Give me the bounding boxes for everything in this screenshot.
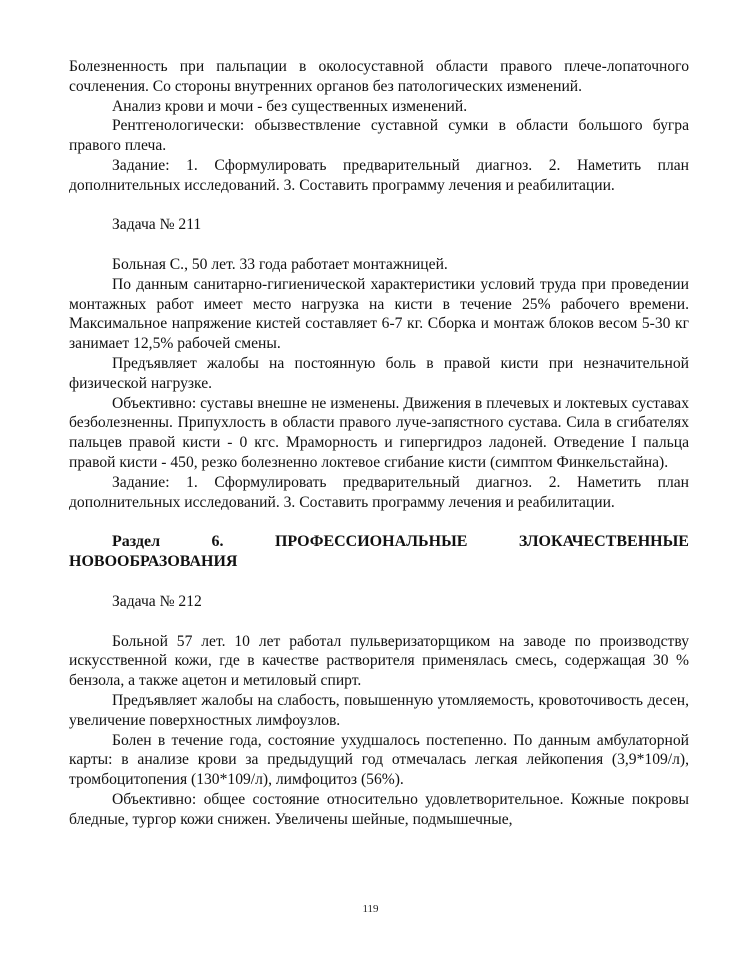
paragraph: Анализ крови и мочи - без существенных изменений. [112,97,468,115]
section-word: Раздел [112,533,161,551]
paragraph: Болезненность при пальпации в околосуставной области правого плече-лопаточного сочленения. Со стороны внутренних органов без патологических изменений. [69,58,689,95]
page-number: 119 [362,903,379,915]
spacer [69,512,689,532]
section-word: ПРОФЕССИОНАЛЬНЫЕ [274,533,468,551]
document-page [69,57,689,829]
spacer [69,612,689,632]
section-heading-line2: НОВООБРАЗОВАНИЯ [69,553,238,571]
paragraph: По данным санитарно-гигиенической характеристики условий труда при проведении монтажных работ имеет место нагрузка на кисти в течение 25% рабочего времени. Максимальное напряжение кистей составляет 6-7 кг. Сборка и монтаж блоков весом 5-30 кг занимает 12,5% рабочей смены. [69,275,689,353]
spacer [69,235,689,255]
paragraph: Объективно: суставы внешне не изменены. Движения в плечевых и локтевых суставах безболезненны. Припухлость в области правого луче-запястного сустава. Сила в сгибателях пальцев правой кисти - 0 кгс. Мраморность и гипергидроз ладоней. Отведение I пальца правой кисти - 450, резко болезненно локтевое сгибание кисти (симптом Финкельстайна). [69,394,689,471]
paragraph: Больной 57 лет. 10 лет работал пульверизаторщиком на заводе по производству искусственной кожи, где в качестве растворителя применялась смесь, содержащая 30 % бензола, а также ацетон и метиловый спирт. [69,632,689,690]
spacer [69,572,689,592]
task-title-212: Задача № 212 [112,592,202,610]
paragraph: Болен в течение года, состояние ухудшалось постепенно. По данным амбулаторной карты: в анализе крови за предыдущий год отмечалась легкая лейкопения (3,9*109/л), тромбоцитопения (130*109/л), лимфоцитоз (56%). [69,731,689,789]
spacer [69,196,689,216]
paragraph: Задание: 1. Сформулировать предварительный диагноз. 2. Наметить план дополнительных исследований. 3. Составить программу лечения и реабилитации. [69,156,689,194]
section-number: 6. [211,533,224,551]
paragraph: Больная С., 50 лет. 33 года работает монтажницей. [112,255,448,273]
section-heading [69,532,689,572]
paragraph: Задание: 1. Сформулировать предварительный диагноз. 2. Наметить план дополнительных исследований. 3. Составить программу лечения и реабилитации. [69,473,689,511]
paragraph: Объективно: общее состояние относительно удовлетворительное. Кожные покровы бледные, тургор кожи снижен. Увеличены шейные, подмышечные, [69,790,689,828]
paragraph: Предъявляет жалобы на слабость, повышенную утомляемость, кровоточивость десен, увеличение поверхностных лимфоузлов. [69,691,689,729]
paragraph: Рентгенологически: обызвествление суставной сумки в области большого бугра правого плеча. [69,117,689,155]
paragraph: Предъявляет жалобы на постоянную боль в правой кисти при незначительной физической нагрузке. [69,354,689,392]
section-word: ЗЛОКАЧЕСТВЕННЫЕ [518,533,689,551]
task-title-211: Задача № 211 [112,216,202,234]
